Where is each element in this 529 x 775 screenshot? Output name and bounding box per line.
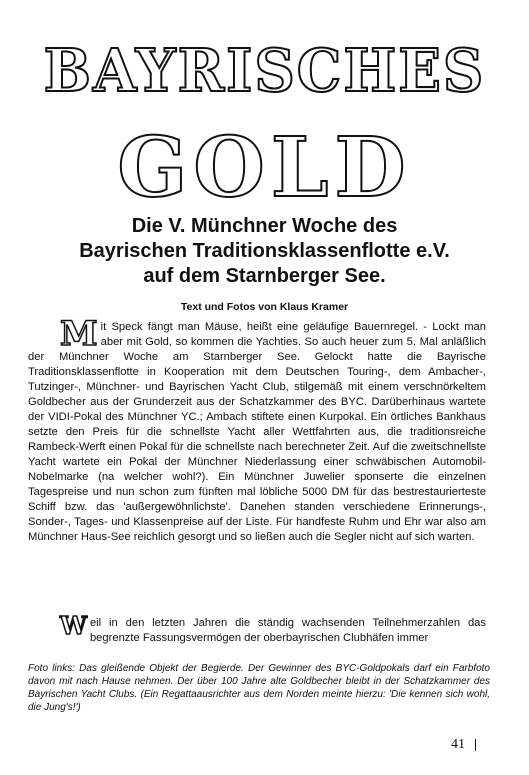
photo-caption: Foto links: Das gleißende Objekt der Begierde. Der Gewinner des BYC-Goldpokals darf ein Farbfoto davon mit nach Hause nehmen. Der über 100 Jahre alte Goldbecher bleibt in der Schatzkammer des Bayrischen Yacht Clubs. (Ein Regattaausrichter aus dem Norden meinte hierzu: 'Die kennen sich wohl, die Jung's!') xyxy=(28,663,490,713)
paragraph-1-text: it Speck fängt man Mäuse, heißt eine geläufige Bauernregel. - Lockt man aber mit Gold, so kommen die Yachties. So auch heuer zum 5. Mal anläßlich der Münchner Woche am Starnberger See. Gelockt hatte die Bayrische Traditionsklassenflotte in Kooperation mit dem Deutschen Touring-, dem Ambacher-, Tutzinger-, Münchner- und Bayrischen Yacht Club, stilgemäß mit einem verschnörkeltem Goldbecher aus der Grunderzeit aus der Schatzkammer des BYC. Darüberhinaus wartete der VIDI-Pokal des Münchner YC.; Ambach stiftete einen Kurpokal. Ein örtliches Bankhaus setzte den Preis für die schnellste Yacht aller Wettfahrten aus, die traditionsreiche Rambeck-Werft einen Pokal für die schnellste nach berechneter Zeit. Auf die zweitschnellste Yacht wartete ein Pokal der Münchner Niederlassung einer schwäbischen Automobil-Nobelmarke (na welcher wohl?). Ein Münchner Juwelier sponserte die einzelnen Tagespreise und nun schon zum fünften mal löbliche 5000 DM für das bestrestaurierteste Schiff bzw. das 'außergewöhnlichste'. Danehen standen verschiedene Erinnerungs-, Sonder-, Tages- und Klassenpreise auf der Liste. Für handfeste Ruhm und Ehr war also am Münchner Haus-See reichlich gesorgt und so ließen auch die Segler nicht auf sich warten. xyxy=(28,321,486,543)
page-number-rule xyxy=(475,739,476,751)
headline-bayrisches: BAYRISCHES xyxy=(43,36,486,106)
article-paragraph-2 xyxy=(28,611,486,646)
drop-cap-w: W xyxy=(60,611,87,640)
subtitle-line-1: Die V. Münchner Woche des xyxy=(131,215,398,237)
page-number: 41 xyxy=(451,737,465,752)
paragraph-2-text: eil in den letzten Jahren die ständig wachsenden Teilnehmerzahlen das begrenzte Fassungsvermögen der oberbayrischen Clubhäfen immer xyxy=(89,617,486,644)
headline-gold: GOLD xyxy=(117,120,412,216)
subtitle-line-3: auf dem Starnberger See. xyxy=(143,265,386,287)
article-paragraph-1 xyxy=(28,314,486,545)
byline: Text und Fotos von Klaus Kramer xyxy=(180,301,349,313)
drop-cap-m: M xyxy=(60,314,98,354)
subtitle xyxy=(20,214,509,289)
subtitle-line-2: Bayrischen Traditionsklassenflotte e.V. xyxy=(79,240,450,262)
